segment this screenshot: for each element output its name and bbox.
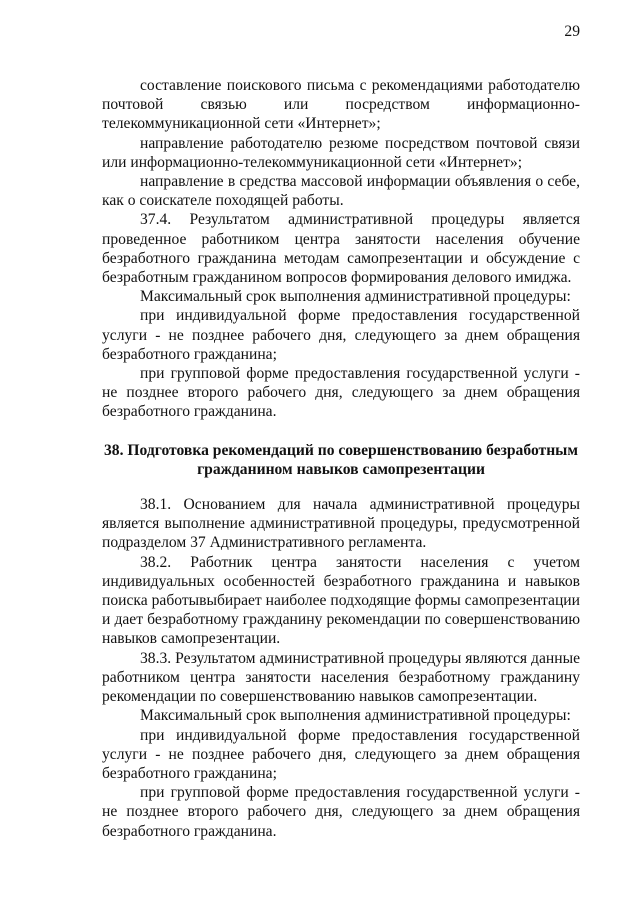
- section-heading-line: 38. Подготовка рекомендаций по совершенствованию безработным: [104, 441, 578, 459]
- page-number: 29: [564, 23, 580, 40]
- paragraph: 38.1. Основанием для начала административной процедуры является выполнение административной процедуры, предусмотренной подразделом 37 Административного регламента.: [102, 496, 580, 552]
- document-body: [102, 76, 580, 841]
- paragraph: направление работодателю резюме посредством почтовой связи или информационно-телекоммуникационной сети «Интернет»;: [102, 134, 580, 171]
- paragraph: направление в средства массовой информации объявления о себе, как о соискателе походящей работы.: [102, 173, 580, 210]
- paragraph: при групповой форме предоставления государственной услуги - не позднее второго рабочего дня, следующего за днем обращения безработного гражданина.: [102, 365, 580, 421]
- paragraph: при групповой форме предоставления государственной услуги - не позднее второго рабочего дня, следующего за днем обращения безработного гражданина.: [102, 784, 580, 840]
- paragraph: 38.2. Работник центра занятости населения с учетом индивидуальных особенностей безработного гражданина и навыков поиска работывыбирает наиболее подходящие формы самопрезентации и дает безработному гражданину рекомендации по совершенствованию навыков самопрезентации.: [102, 553, 580, 648]
- paragraph: Максимальный срок выполнения административной процедуры:: [140, 707, 571, 725]
- paragraph: 37.4. Результатом административной процедуры является проведенное работником центра занятости населения обучение безработного гражданина методам самопрезентации и обсуждение с безработным гражданином вопросов формирования делового имиджа.: [102, 211, 580, 287]
- paragraph: при индивидуальной форме предоставления государственной услуги - не позднее рабочего дня, следующего за днем обращения безработного гражданина;: [102, 726, 580, 782]
- section-heading: [102, 441, 580, 479]
- paragraph: 38.3. Результатом административной процедуры являются данные работником центра занятости населения безработному гражданину рекомендации по совершенствованию навыков самопрезентации.: [102, 649, 580, 706]
- paragraph: при индивидуальной форме предоставления государственной услуги - не позднее рабочего дня, следующего за днем обращения безработного гражданина;: [102, 307, 580, 363]
- section-heading-line: гражданином навыков самопрезентации: [197, 460, 485, 478]
- paragraph: Максимальный срок выполнения административной процедуры:: [140, 288, 571, 306]
- paragraph: составление поискового письма с рекомендациями работодателю почтовой связью или посредством информационно-телекоммуникационной сети «Интернет»;: [102, 77, 580, 133]
